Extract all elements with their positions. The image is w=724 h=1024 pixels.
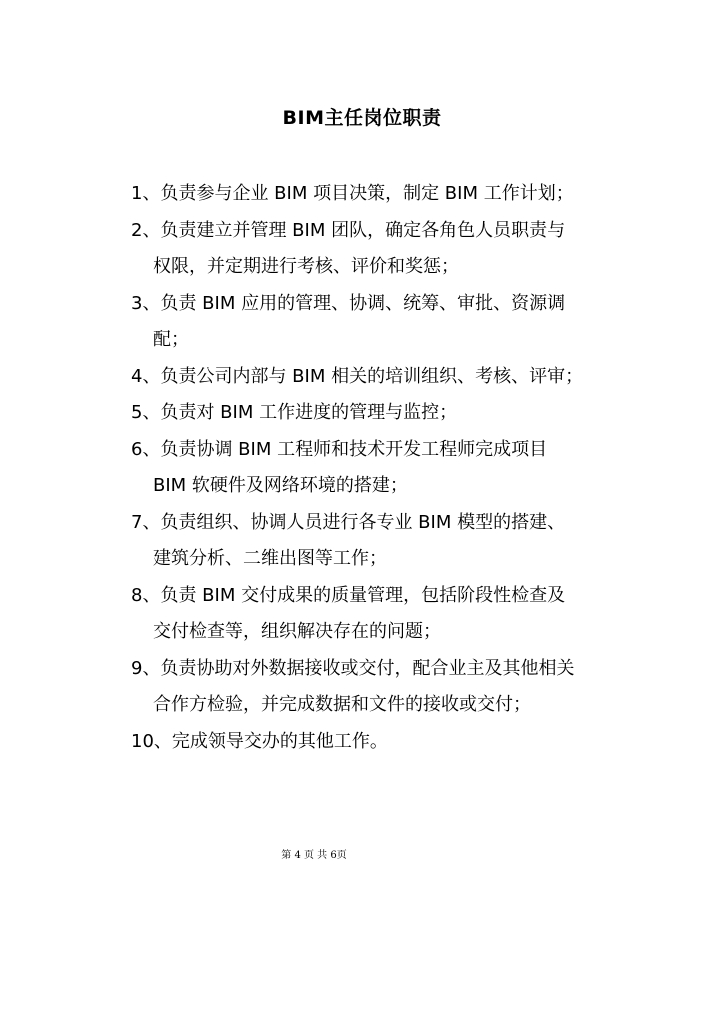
duty-text: 5、负责对 BIM 工作进度的管理与监控； — [131, 402, 458, 423]
list-item — [131, 578, 631, 651]
duty-text: 6、负责协调 BIM 工程师和技术开发工程师完成项目 — [131, 438, 548, 460]
page-title: BIM主任岗位职责 — [282, 107, 442, 129]
duty-list — [131, 176, 631, 760]
duty-text: 1、负责参与企业 BIM 项目决策，制定 BIM 工作计划； — [131, 183, 574, 204]
list-item — [131, 432, 631, 505]
list-item — [131, 359, 631, 396]
duty-text-continuation: 交付检查等，组织解决存在的问题； — [153, 621, 441, 642]
duty-text: 9、负责协助对外数据接收或交付，配合业主及其他相关 — [131, 657, 575, 679]
duty-text-continuation: 配； — [153, 329, 189, 350]
duty-text: 3、负责 BIM 应用的管理、协调、统筹、审批、资源调 — [131, 292, 566, 314]
list-item — [131, 213, 631, 286]
duty-text: 10、完成领导交办的其他工作。 — [131, 730, 388, 752]
duty-text-continuation: 合作方检验，并完成数据和文件的接收或交付； — [153, 694, 531, 715]
list-item — [131, 395, 631, 432]
list-item — [131, 176, 631, 213]
duty-text-continuation: BIM 软硬件及网络环境的搭建； — [153, 475, 408, 496]
duty-text: 4、负责公司内部与 BIM 相关的培训组织、考核、评审； — [131, 365, 584, 387]
list-item — [131, 724, 631, 761]
duty-text: 7、负责组织、协调人员进行各专业 BIM 模型的搭建、 — [131, 511, 566, 533]
duty-text: 2、负责建立并管理 BIM 团队，确定各角色人员职责与 — [131, 219, 566, 241]
list-item — [131, 286, 631, 359]
duty-text-continuation: 权限，并定期进行考核、评价和奖惩； — [153, 256, 459, 277]
duty-text: 8、负责 BIM 交付成果的质量管理，包括阶段性检查及 — [131, 584, 566, 606]
list-item — [131, 505, 631, 578]
page-number-footer: 第 4 页 共 6页 — [281, 850, 347, 861]
list-item — [131, 651, 631, 724]
duty-text-continuation: 建筑分析、二维出图等工作； — [153, 548, 387, 569]
